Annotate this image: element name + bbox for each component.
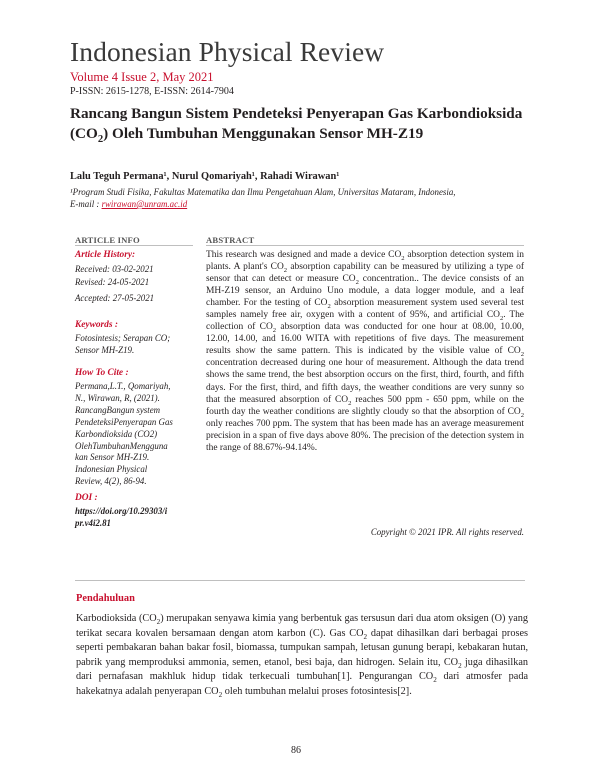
email-link[interactable]: rwirawan@unram.ac.id xyxy=(101,199,188,209)
article-info-heading: ARTICLE INFO xyxy=(75,235,140,245)
section-divider xyxy=(75,580,525,581)
keywords-line: Fotosintesis; Serapan CO; xyxy=(75,333,171,343)
received-date: Received: 03-02-2021 xyxy=(75,264,154,274)
title-subscript: 2 xyxy=(97,134,104,146)
cite-line: Indonesian Physical xyxy=(75,464,148,475)
cite-line: PendeteksiPenyerapan Gas xyxy=(75,416,173,427)
abstract-divider xyxy=(206,245,524,246)
intro-paragraph: Karbodioksida $(CO_2)$ merupakan senyawa kimia yang berbentuk gas tersusun dari dua atom oksigen (O) yang terikat secara kovalen bersamaan dengan atom karbon (C). Gas $CO_2$ dapat dihasilkan dari berbagai proses seperti pembakaran bahan bakar fosil, biomassa, tumpukan sampah, letusan gunung berapi, kebakaran hutan, pabrik yang memproduksi ammonia, semen, etanol, besi baja, dan hidrogen. Selain itu, $CO_2$ juga dihasilkan dari pernafasan makhluk hidup tidak terkecuali tumbuhan[1]. Pengurangan $CO_2$ dari atmosfer pada hakekatnya adalah penyerapan $CO_2$ oleh tumbuhan melalui proses fotosintesis[2]. xyxy=(76,613,528,700)
copyright: Copyright © 2021 IPR. All rights reserved. xyxy=(370,527,524,537)
cite-line: OlehTumbuhanMengguna xyxy=(75,440,168,451)
keywords-line: Sensor MH-Z19. xyxy=(75,345,135,355)
volume-issue: Volume 4 Issue 2, May 2021 xyxy=(70,70,214,84)
doi-link-cont[interactable]: pr.v4i2.81 xyxy=(75,518,111,528)
doi-label: DOI : xyxy=(75,493,98,503)
keywords-label: Keywords : xyxy=(75,320,118,330)
issn: P-ISSN: 2615-1278, E-ISSN: 2614-7904 xyxy=(70,86,234,97)
cite-label: How To Cite : xyxy=(75,368,129,378)
section-title: Pendahuluan xyxy=(76,593,135,604)
email-label: E-mail : xyxy=(70,199,102,209)
accepted-date: Accepted: 27-05-2021 xyxy=(75,293,155,303)
cite-line: N., Wirawan, R, (2021). xyxy=(75,392,160,403)
cite-line: Permana,L.T., Qomariyah, xyxy=(75,381,171,391)
title-part-1: Rancang Bangun Sistem Pendeteksi Penyerapan Gas Karbondioksida (CO xyxy=(70,105,523,142)
cite-line: kan Sensor MH-Z19. xyxy=(75,452,150,463)
email-line xyxy=(70,199,187,209)
info-divider xyxy=(75,245,193,246)
doi-link[interactable]: https://doi.org/10.29303/i xyxy=(75,506,168,516)
authors: Lalu Teguh Permana¹, Nurul Qomariyah¹, Rahadi Wirawan¹ xyxy=(70,171,340,182)
affiliation: ¹Program Studi Fisika, Fakultas Matematika dan Ilmu Pengetahuan Alam, Universitas Mataram, Indonesia, xyxy=(70,187,456,197)
cite-line: RancangBangun system xyxy=(75,404,161,415)
history-label: Article History: xyxy=(75,250,136,260)
cite-line: Review, 4(2), 86-94. xyxy=(75,476,147,487)
title-part-2: ) Oleh Tumbuhan Menggunakan Sensor MH-Z19 xyxy=(103,125,424,142)
journal-title: Indonesian Physical Review xyxy=(70,36,385,67)
cite-text xyxy=(75,381,193,488)
page-number: 86 xyxy=(291,745,301,756)
cite-line: Karbondioksida (CO2) xyxy=(75,428,158,439)
abstract-heading: ABSTRACT xyxy=(206,235,255,245)
abstract-text: This research was designed and made a device $CO_2$ absorption detection system in plants. A plant's $CO_2$ absorption capability can be measured by utilizing a type of sensor that can detect or measure $CO_2$ concentration.. The device consists of an MH-Z19 sensor, an Arduino Uno module, a data logger module, and a leaf chamber. For the testing of $CO_2$ absorption measurement system used several test samples namely free air, oxygen with a content of 95%, and artificial $CO_2$. The collection of $CO_2$ absorption data was conducted for one hour at 08.00, 10.00, 12.00, 14.00, and 16.00 WITA with repetitions of five days. The measurement results show the same pattern. This is indicated by the visible value of $CO_2$ concentration decreased during one hour of measurement. Although the data trend shows the same trend, the best absorption occurs on the first, third, fourth, and fifth days. For the first, third, and fifth days, the weather conditions are very sunny so that the measured absorption of $CO_2$ reaches 500 ppm - 650 ppm, while on the fourth day the weather conditions are slightly cloudy so that the absorption of $CO_2$ only reaches 700 ppm. The system that has been made has an average measurement precision in a span of five days above 80%. The precision of the detection system in the range of 88.67%-94.14%. xyxy=(206,250,525,453)
revised-date: Revised: 24-05-2021 xyxy=(75,277,150,287)
article-title xyxy=(70,104,550,144)
